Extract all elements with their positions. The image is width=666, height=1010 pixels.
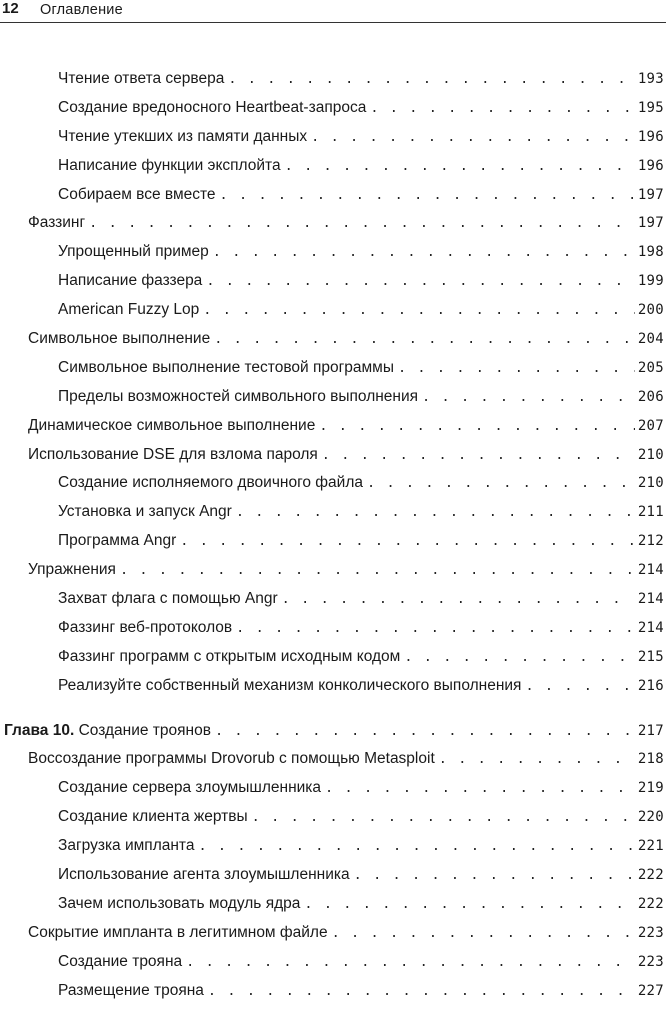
toc-entry-title: Фаззинг xyxy=(28,214,86,232)
toc-entry-page: 216 xyxy=(637,677,664,694)
dot-leader xyxy=(398,358,635,378)
toc-entry-title: Создание клиента жертвы xyxy=(58,808,248,826)
toc-entry-title: Размещение трояна xyxy=(58,981,204,999)
toc-entry-page: 196 xyxy=(637,157,664,174)
page-number: 12 xyxy=(2,0,19,17)
toc-entry-title: Использование DSE для взлома пароля xyxy=(28,445,318,463)
toc-section-1 xyxy=(0,69,666,705)
toc-entry-title: Создание исполняемого двоичного файла xyxy=(58,474,364,492)
chapter-page-number: 217 xyxy=(637,722,664,739)
toc-entry[interactable] xyxy=(0,156,666,185)
dot-leader xyxy=(367,473,635,493)
toc-entry-title: Создание вредоносного Heartbeat-запроса xyxy=(58,98,367,116)
toc-section-2 xyxy=(0,749,666,1009)
dot-leader xyxy=(319,416,634,436)
toc-entry-page: 193 xyxy=(637,71,664,87)
toc-entry-page: 223 xyxy=(637,924,664,941)
dot-leader xyxy=(439,749,635,769)
toc-entry[interactable] xyxy=(0,589,666,618)
toc-entry-title: Воссоздание программы Drovorub с помощью Metasploit xyxy=(28,750,435,768)
chapter-title: Создание троянов xyxy=(78,721,211,739)
toc-entry-title: Упрощенный пример xyxy=(58,243,209,261)
toc-entry-page: 197 xyxy=(637,186,664,203)
header-divider xyxy=(0,22,666,23)
toc-entry[interactable] xyxy=(0,981,666,1010)
dot-leader xyxy=(252,807,635,827)
toc-entry-title: Чтение утекших из памяти данных xyxy=(58,127,308,145)
toc-entry-page: 199 xyxy=(637,273,664,290)
dot-leader xyxy=(215,721,635,741)
toc-entry[interactable] xyxy=(0,749,666,778)
dot-leader xyxy=(311,127,635,147)
toc-entry[interactable] xyxy=(0,502,666,531)
toc-entry-page: 196 xyxy=(637,128,664,145)
dot-leader xyxy=(206,271,635,291)
page-header xyxy=(0,0,666,22)
toc-entry[interactable] xyxy=(0,271,666,300)
toc-entry-title: Загрузка импланта xyxy=(58,837,195,855)
toc-entry-page: 214 xyxy=(637,591,664,608)
toc-entry[interactable] xyxy=(0,894,666,923)
dot-leader xyxy=(354,865,635,885)
dot-leader xyxy=(422,387,635,407)
chapter-label: Глава 10. xyxy=(4,721,75,739)
toc-entry-title: Использование агента злоумышленника xyxy=(58,866,350,884)
toc-entry[interactable] xyxy=(0,185,666,214)
dot-leader xyxy=(89,213,635,233)
toc-entry-page: 206 xyxy=(637,388,664,405)
toc-entry[interactable] xyxy=(0,445,666,474)
dot-leader xyxy=(203,300,635,320)
dot-leader xyxy=(228,69,634,89)
toc-entry-page: 210 xyxy=(637,446,664,463)
dot-leader xyxy=(332,923,635,943)
toc-entry-page: 207 xyxy=(637,417,664,434)
toc-entry-page: 200 xyxy=(637,302,664,319)
toc-entry-page: 210 xyxy=(637,475,664,492)
toc-entry-page: 211 xyxy=(637,504,664,521)
toc-entry-title: Упражнения xyxy=(28,561,116,579)
toc-entry-page: 212 xyxy=(637,533,664,550)
toc-entry-title: Сокрытие импланта в легитимном файле xyxy=(28,923,328,941)
toc-entry[interactable] xyxy=(0,98,666,127)
toc-entry-page: 221 xyxy=(637,838,664,855)
toc-entry-title: American Fuzzy Lop xyxy=(58,301,200,319)
dot-leader xyxy=(120,560,635,580)
chapter-heading xyxy=(4,721,211,741)
dot-leader xyxy=(304,894,634,914)
toc-chapter-entry[interactable] xyxy=(0,721,666,750)
dot-leader xyxy=(198,836,634,856)
toc-entry-title: Символьное выполнение тестовой программы xyxy=(58,358,394,376)
toc-entry-page: 215 xyxy=(637,648,664,665)
toc-entry[interactable] xyxy=(0,300,666,329)
toc-entry-page: 223 xyxy=(637,953,664,970)
dot-leader xyxy=(186,952,635,972)
toc-entry-page: 222 xyxy=(637,867,664,884)
toc-entry-title: Написание функции эксплойта xyxy=(58,156,281,174)
toc-entry-title: Создание сервера злоумышленника xyxy=(58,779,322,797)
toc-entry-title: Символьное выполнение xyxy=(28,330,211,348)
dot-leader xyxy=(325,778,635,798)
toc-entry[interactable] xyxy=(0,242,666,271)
toc-entry-page: 204 xyxy=(637,331,664,348)
toc-entry-page: 197 xyxy=(637,215,664,232)
toc-entry[interactable] xyxy=(0,329,666,358)
toc-entry-title: Создание трояна xyxy=(58,952,183,970)
toc-entry-page: 219 xyxy=(637,780,664,797)
dot-leader xyxy=(180,531,635,551)
dot-leader xyxy=(220,185,635,205)
dot-leader xyxy=(214,329,635,349)
toc-entry-page: 198 xyxy=(637,244,664,261)
toc-entry-page: 214 xyxy=(637,619,664,636)
dot-leader xyxy=(208,981,635,1001)
toc-entry-page: 214 xyxy=(637,562,664,579)
toc-entry-title: Динамическое символьное выполнение xyxy=(28,416,316,434)
toc-entry-title: Пределы возможностей символьного выполнения xyxy=(58,387,419,405)
toc-entry-page: 222 xyxy=(637,895,664,912)
toc-entry[interactable] xyxy=(0,560,666,589)
toc-entry-title: Реализуйте собственный механизм конколического выполнения xyxy=(58,676,522,694)
toc-entry-page: 218 xyxy=(637,751,664,768)
toc-entry[interactable] xyxy=(0,923,666,952)
toc-entry-page: 227 xyxy=(637,982,664,999)
running-title: Оглавление xyxy=(40,2,123,18)
toc-entry-title: Установка и запуск Angr xyxy=(58,503,232,521)
toc-entry-title: Собираем все вместе xyxy=(58,185,216,203)
toc-entry[interactable] xyxy=(0,836,666,865)
toc-entry-page: 220 xyxy=(637,809,664,826)
toc-entry[interactable] xyxy=(0,865,666,894)
dot-leader xyxy=(322,445,635,465)
dot-leader xyxy=(282,589,635,609)
toc-entry[interactable] xyxy=(0,416,666,445)
chapter-gap xyxy=(0,705,666,721)
dot-leader xyxy=(213,242,635,262)
dot-leader xyxy=(370,98,634,118)
table-of-contents xyxy=(0,69,666,1010)
toc-entry[interactable] xyxy=(0,952,666,981)
toc-entry-title: Чтение ответа сервера xyxy=(58,70,225,87)
toc-entry[interactable] xyxy=(0,618,666,647)
toc-entry-title: Захват флага с помощью Angr xyxy=(58,590,278,608)
toc-entry-title: Программа Angr xyxy=(58,532,177,550)
toc-entry-title: Фаззинг программ с открытым исходным кодом xyxy=(58,647,401,665)
toc-entry-title: Написание фаззера xyxy=(58,272,203,290)
toc-entry[interactable] xyxy=(0,473,666,502)
toc-entry-page: 195 xyxy=(637,99,664,116)
toc-entry[interactable] xyxy=(0,531,666,560)
toc-entry[interactable] xyxy=(0,213,666,242)
toc-entry[interactable] xyxy=(0,358,666,387)
toc-entry[interactable] xyxy=(0,647,666,676)
dot-leader xyxy=(285,156,635,176)
dot-leader xyxy=(404,647,635,667)
toc-entry[interactable] xyxy=(0,807,666,836)
toc-entry[interactable] xyxy=(0,778,666,807)
toc-entry-page: 205 xyxy=(637,359,664,376)
toc-entry[interactable] xyxy=(0,127,666,156)
toc-entry[interactable] xyxy=(0,69,666,98)
dot-leader xyxy=(236,502,635,522)
dot-leader xyxy=(236,618,635,638)
toc-entry-title: Фаззинг веб-протоколов xyxy=(58,618,233,636)
toc-entry[interactable] xyxy=(0,387,666,416)
dot-leader xyxy=(525,676,634,696)
toc-entry[interactable] xyxy=(0,676,666,705)
toc-entry-title: Зачем использовать модуль ядра xyxy=(58,894,301,912)
